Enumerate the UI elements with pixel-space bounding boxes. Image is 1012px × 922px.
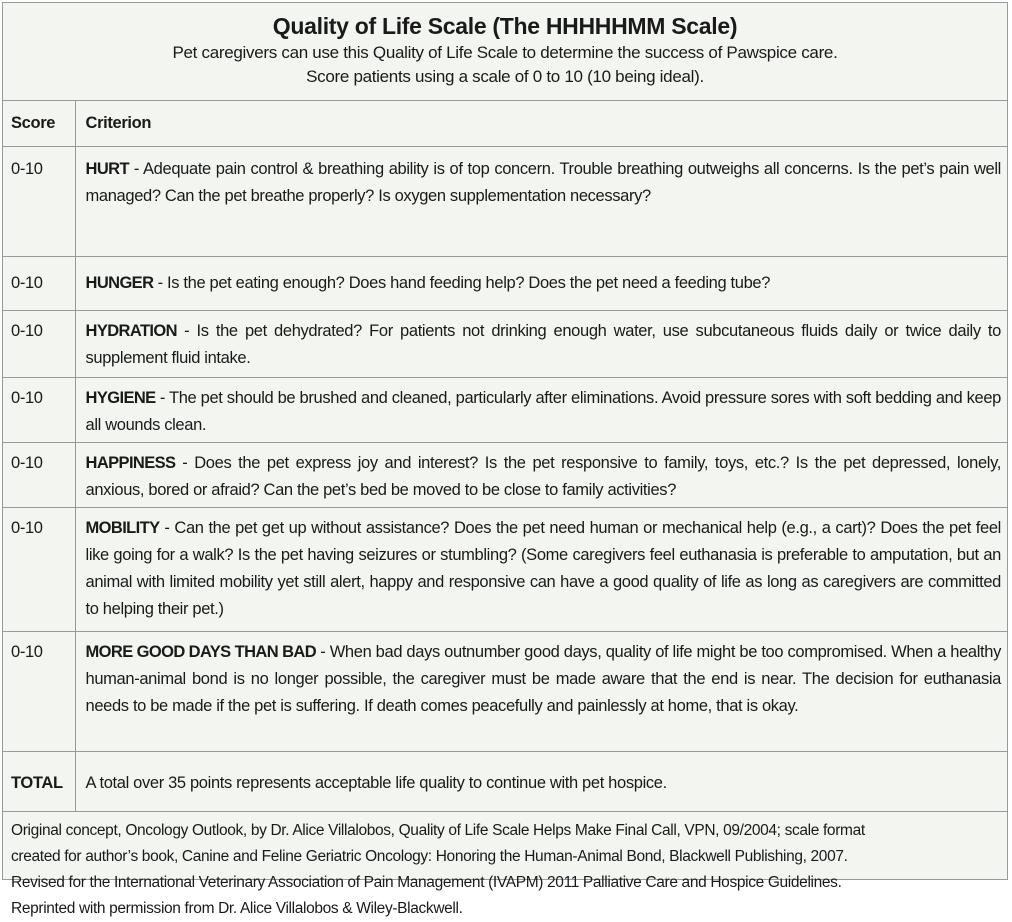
criterion-text: - Adequate pain control & breathing ability is of top concern. Trouble breathing outweighs all concerns. Is the pet’s pain well managed? Can the pet breathe properly? Is oxygen supplementation necessary? bbox=[85, 159, 1001, 205]
score-cell: 0-10 bbox=[3, 631, 75, 751]
table-row-more-good-days bbox=[3, 631, 1007, 751]
citation-line: Original concept, Oncology Outlook, by Dr. Alice Villalobos, Quality of Life Scale Helps Make Final Call, VPN, 09/2004; scale format bbox=[11, 821, 865, 839]
score-cell: 0-10 bbox=[3, 146, 75, 256]
table-row-mobility bbox=[3, 507, 1007, 631]
scale-table bbox=[3, 101, 1007, 812]
table-row-hunger bbox=[3, 256, 1007, 310]
criterion-column-header: Criterion bbox=[75, 101, 1007, 146]
criterion-text: - The pet should be brushed and cleaned, particularly after eliminations. Avoid pressure sores with soft bedding and keep all wounds clean. bbox=[85, 388, 1001, 434]
score-cell: 0-10 bbox=[3, 442, 75, 507]
total-label: TOTAL bbox=[3, 751, 75, 811]
citation-line: Reprinted with permission from Dr. Alice Villalobos & Wiley-Blackwell. bbox=[11, 899, 463, 917]
criterion-name: HURT bbox=[85, 159, 129, 178]
table-row-happiness bbox=[3, 442, 1007, 507]
criterion-cell bbox=[75, 310, 1007, 377]
scale-intro-line-2: Score patients using a scale of 0 to 10 (10 being ideal). bbox=[306, 67, 704, 86]
score-cell: 0-10 bbox=[3, 256, 75, 310]
table-row-hygiene bbox=[3, 377, 1007, 442]
criterion-text: - Is the pet dehydrated? For patients not drinking enough water, use subcutaneous fluids daily or twice daily to supplement fluid intake. bbox=[85, 321, 1001, 367]
table-header-row bbox=[3, 101, 1007, 146]
criterion-name: HUNGER bbox=[85, 273, 154, 292]
criterion-name: MOBILITY bbox=[85, 518, 160, 537]
citation-line: Revised for the International Veterinary Association of Pain Management (IVAPM) 2011 Palliative Care and Hospice Guidelines. bbox=[11, 873, 842, 891]
criterion-cell bbox=[75, 377, 1007, 442]
criterion-name: MORE GOOD DAYS THAN BAD bbox=[85, 642, 317, 661]
criterion-text: - When bad days outnumber good days, quality of life might be too compromised. When a healthy human-animal bond is no longer possible, the caregiver must be made aware that the end is near. The decision for euthanasia needs to be made if the pet is suffering. If death comes peacefully and painlessly at home, that is okay. bbox=[85, 642, 1002, 715]
score-cell: 0-10 bbox=[3, 377, 75, 442]
scale-header bbox=[3, 3, 1007, 101]
table-row-total bbox=[3, 751, 1007, 811]
criterion-cell bbox=[75, 507, 1007, 631]
total-text: A total over 35 points represents acceptable life quality to continue with pet hospice. bbox=[75, 751, 1007, 811]
criterion-text: - Does the pet express joy and interest? Is the pet responsive to family, toys, etc.? Is the pet depressed, lonely, anxious, bored or afraid? Can the pet’s bed be moved to be close to family activities? bbox=[85, 453, 1001, 499]
criterion-cell bbox=[75, 442, 1007, 507]
quality-of-life-scale-document bbox=[2, 2, 1008, 917]
criterion-cell bbox=[75, 631, 1007, 751]
citation-line: created for author’s book, Canine and Feline Geriatric Oncology: Honoring the Human-Animal Bond, Blackwell Publishing, 2007. bbox=[11, 847, 848, 865]
criterion-cell bbox=[75, 146, 1007, 256]
scale-title: Quality of Life Scale (The HHHHHMM Scale) bbox=[272, 13, 738, 39]
criterion-name: HYGIENE bbox=[85, 388, 156, 407]
criterion-name: HAPPINESS bbox=[85, 453, 176, 472]
criterion-text: - Is the pet eating enough? Does hand feeding help? Does the pet need a feeding tube? bbox=[153, 273, 771, 292]
table-row-hydration bbox=[3, 310, 1007, 377]
criterion-name: HYDRATION bbox=[85, 321, 177, 340]
table-row-hurt bbox=[3, 146, 1007, 256]
scale-intro-line-1: Pet caregivers can use this Quality of Life Scale to determine the success of Pawspice care. bbox=[172, 43, 838, 62]
score-cell: 0-10 bbox=[3, 507, 75, 631]
criterion-text: - Can the pet get up without assistance? Does the pet need human or mechanical help (e.g., a cart)? Does the pet feel like going for a walk? Is the pet having seizures or stumbling? (Some caregivers feel euthanasia is preferable to amputation, but an animal with limited mobility yet still alert, happy and responsive can have a good quality of life as long as caregivers are committed to helping their pet.) bbox=[85, 518, 1001, 618]
citation-footer bbox=[3, 812, 1007, 922]
score-cell: 0-10 bbox=[3, 310, 75, 377]
criterion-cell bbox=[75, 256, 1007, 310]
score-column-header: Score bbox=[3, 101, 75, 146]
